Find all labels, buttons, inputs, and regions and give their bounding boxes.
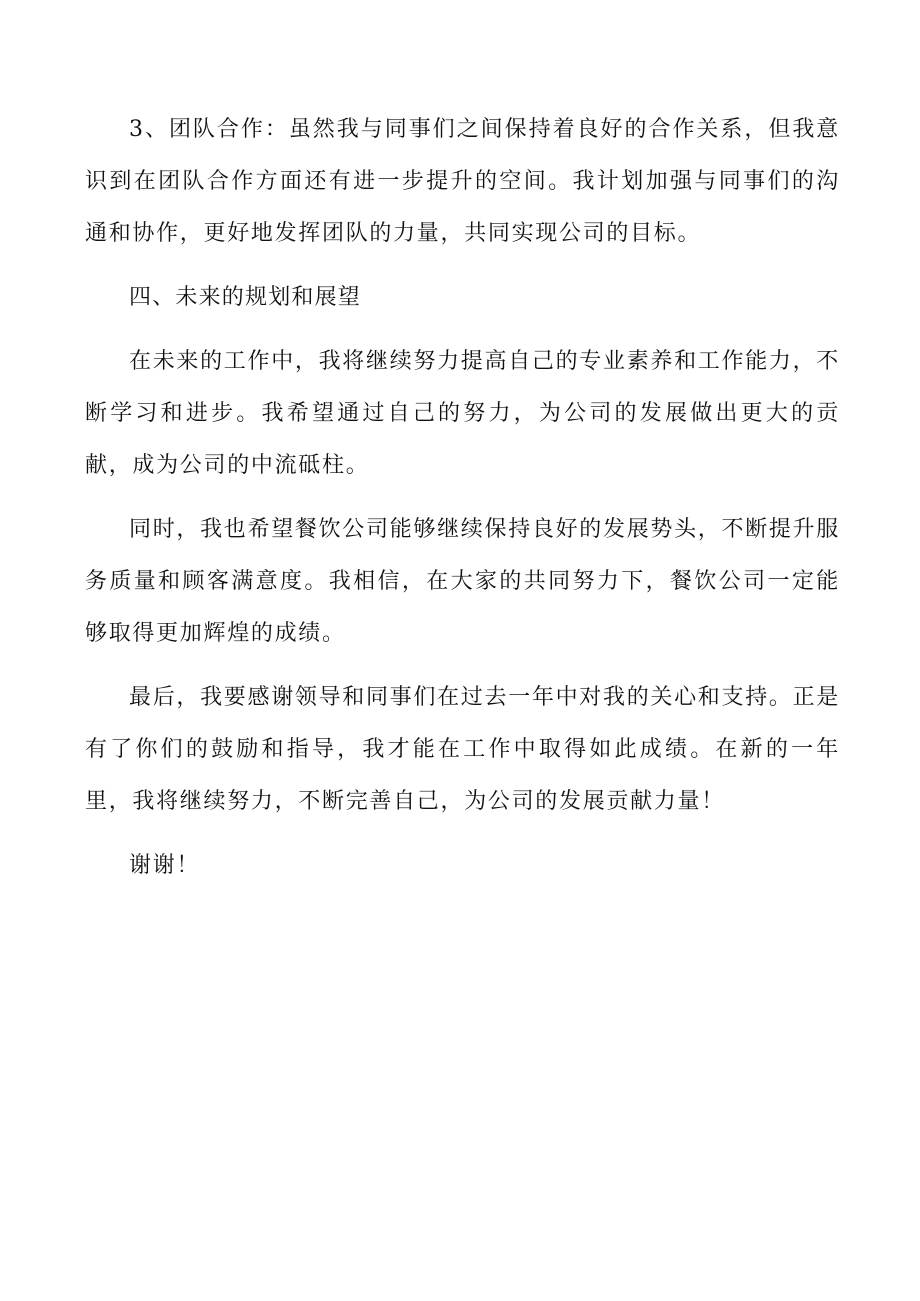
- paragraph-thanks: 最后，我要感谢领导和同事们在过去一年中对我的关心和支持。正是有了你们的鼓励和指导，我才能在工作中取得如此成绩。在新的一年里，我将继续努力，不断完善自己，为公司的发展贡献力量！: [85, 685, 841, 814]
- document-body: [85, 104, 840, 892]
- section-heading-future-plans: 四、未来的规划和展望: [129, 285, 362, 310]
- paragraph-future-work: 在未来的工作中，我将继续努力提高自己的专业素养和工作能力，不断学习和进步。我希望通过自己的努力，为公司的发展做出更大的贡献，成为公司的中流砥柱。: [85, 349, 841, 478]
- paragraph-company-hope: 同时，我也希望餐饮公司能够继续保持良好的发展势头，不断提升服务质量和顾客满意度。我相信，在大家的共同努力下，餐饮公司一定能够取得更加辉煌的成绩。: [85, 517, 841, 646]
- closing-thanks: 谢谢！: [129, 853, 201, 878]
- paragraph-team-cooperation: 3、团队合作：虽然我与同事们之间保持着良好的合作关系，但我意识到在团队合作方面还有进一步提升的空间。我计划加强与同事们的沟通和协作，更好地发挥团队的力量，共同实现公司的目标。: [85, 117, 840, 246]
